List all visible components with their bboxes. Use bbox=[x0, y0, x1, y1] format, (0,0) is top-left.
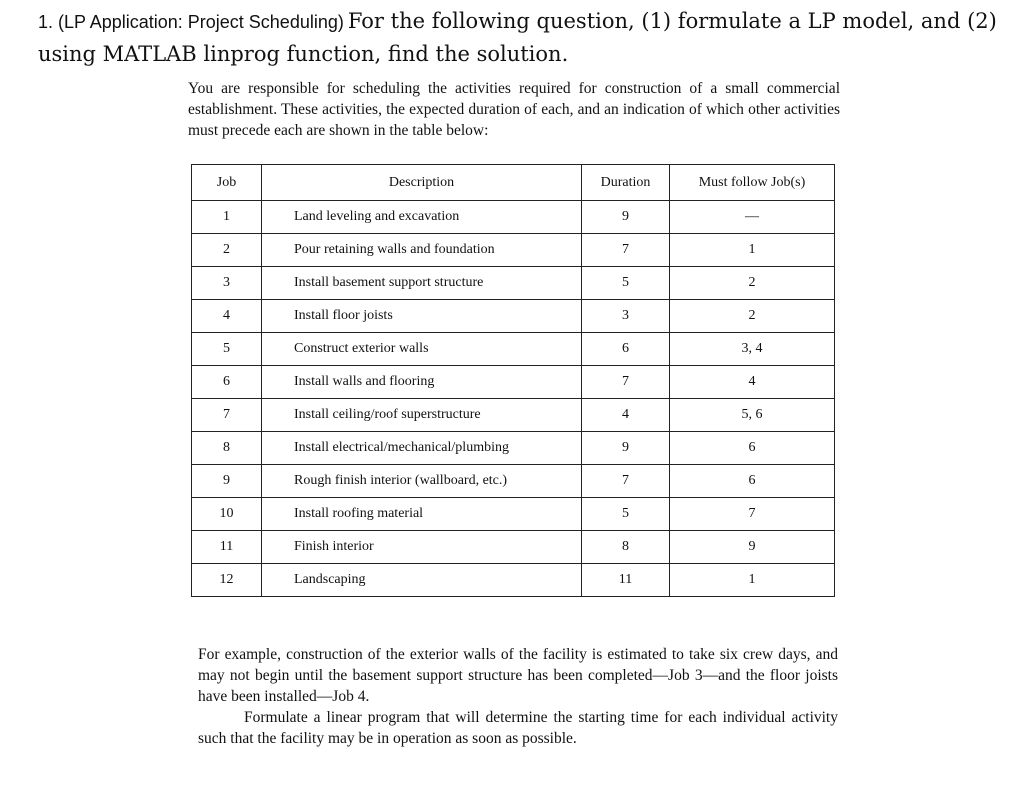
header-duration: Duration bbox=[582, 165, 670, 201]
table-row bbox=[192, 201, 835, 234]
job-description: Install ceiling/roof superstructure bbox=[262, 399, 582, 432]
job-description: Land leveling and excavation bbox=[262, 201, 582, 234]
question-prefix: 1. (LP Application: Project Scheduling) bbox=[38, 12, 344, 32]
job-predecessors: 7 bbox=[670, 498, 835, 531]
table-row bbox=[192, 300, 835, 333]
job-number: 10 bbox=[192, 498, 262, 531]
job-number: 6 bbox=[192, 366, 262, 399]
job-predecessors: — bbox=[670, 201, 835, 234]
job-predecessors: 5, 6 bbox=[670, 399, 835, 432]
job-number: 9 bbox=[192, 465, 262, 498]
job-duration: 5 bbox=[582, 267, 670, 300]
job-predecessors: 2 bbox=[670, 300, 835, 333]
job-number: 8 bbox=[192, 432, 262, 465]
job-description: Install electrical/mechanical/plumbing bbox=[262, 432, 582, 465]
job-description: Install walls and flooring bbox=[262, 366, 582, 399]
job-predecessors: 9 bbox=[670, 531, 835, 564]
job-predecessors: 1 bbox=[670, 234, 835, 267]
header-must-follow: Must follow Job(s) bbox=[670, 165, 835, 201]
job-description: Install basement support structure bbox=[262, 267, 582, 300]
job-duration: 11 bbox=[582, 564, 670, 597]
job-duration: 8 bbox=[582, 531, 670, 564]
table-row bbox=[192, 531, 835, 564]
job-description: Rough finish interior (wallboard, etc.) bbox=[262, 465, 582, 498]
job-description: Finish interior bbox=[262, 531, 582, 564]
job-duration: 6 bbox=[582, 333, 670, 366]
table-row bbox=[192, 234, 835, 267]
job-description: Install roofing material bbox=[262, 498, 582, 531]
job-duration: 7 bbox=[582, 465, 670, 498]
job-table bbox=[191, 164, 835, 597]
job-duration: 7 bbox=[582, 366, 670, 399]
closing-text bbox=[198, 644, 838, 749]
job-duration: 4 bbox=[582, 399, 670, 432]
table-row bbox=[192, 399, 835, 432]
job-predecessors: 2 bbox=[670, 267, 835, 300]
job-description: Construct exterior walls bbox=[262, 333, 582, 366]
job-number: 1 bbox=[192, 201, 262, 234]
intro-paragraph: You are responsible for scheduling the activities required for construction of a small commercial establishment. These activities, the expected duration of each, and an indication of which other activities must precede each are shown in the table below: bbox=[188, 80, 840, 139]
job-number: 12 bbox=[192, 564, 262, 597]
example-paragraph: For example, construction of the exterior walls of the facility is estimated to take six crew days, and may not begin until the basement support structure has been completed—Job 3—and the floor joists have been installed—Job 4. bbox=[198, 646, 838, 705]
job-duration: 9 bbox=[582, 201, 670, 234]
job-number: 7 bbox=[192, 399, 262, 432]
table-row bbox=[192, 498, 835, 531]
question-heading bbox=[38, 6, 998, 72]
header-description: Description bbox=[262, 165, 582, 201]
job-predecessors: 3, 4 bbox=[670, 333, 835, 366]
job-description: Landscaping bbox=[262, 564, 582, 597]
job-number: 2 bbox=[192, 234, 262, 267]
question-text: For the following question, (1) formulate a LP model, and (2) using MATLAB linprog function, find the solution. bbox=[38, 9, 997, 66]
job-duration: 7 bbox=[582, 234, 670, 267]
table-row bbox=[192, 564, 835, 597]
table-row bbox=[192, 465, 835, 498]
job-number: 11 bbox=[192, 531, 262, 564]
table-header-row bbox=[192, 165, 835, 201]
job-duration: 9 bbox=[582, 432, 670, 465]
job-predecessors: 6 bbox=[670, 432, 835, 465]
job-description: Pour retaining walls and foundation bbox=[262, 234, 582, 267]
table-row bbox=[192, 333, 835, 366]
job-predecessors: 4 bbox=[670, 366, 835, 399]
job-duration: 3 bbox=[582, 300, 670, 333]
header-job: Job bbox=[192, 165, 262, 201]
table-row bbox=[192, 267, 835, 300]
task-paragraph: Formulate a linear program that will determine the starting time for each individual activity such that the facility may be in operation as soon as possible. bbox=[198, 709, 838, 747]
job-number: 4 bbox=[192, 300, 262, 333]
job-predecessors: 6 bbox=[670, 465, 835, 498]
job-duration: 5 bbox=[582, 498, 670, 531]
table-row bbox=[192, 432, 835, 465]
table-row bbox=[192, 366, 835, 399]
job-number: 5 bbox=[192, 333, 262, 366]
job-predecessors: 1 bbox=[670, 564, 835, 597]
job-number: 3 bbox=[192, 267, 262, 300]
job-description: Install floor joists bbox=[262, 300, 582, 333]
